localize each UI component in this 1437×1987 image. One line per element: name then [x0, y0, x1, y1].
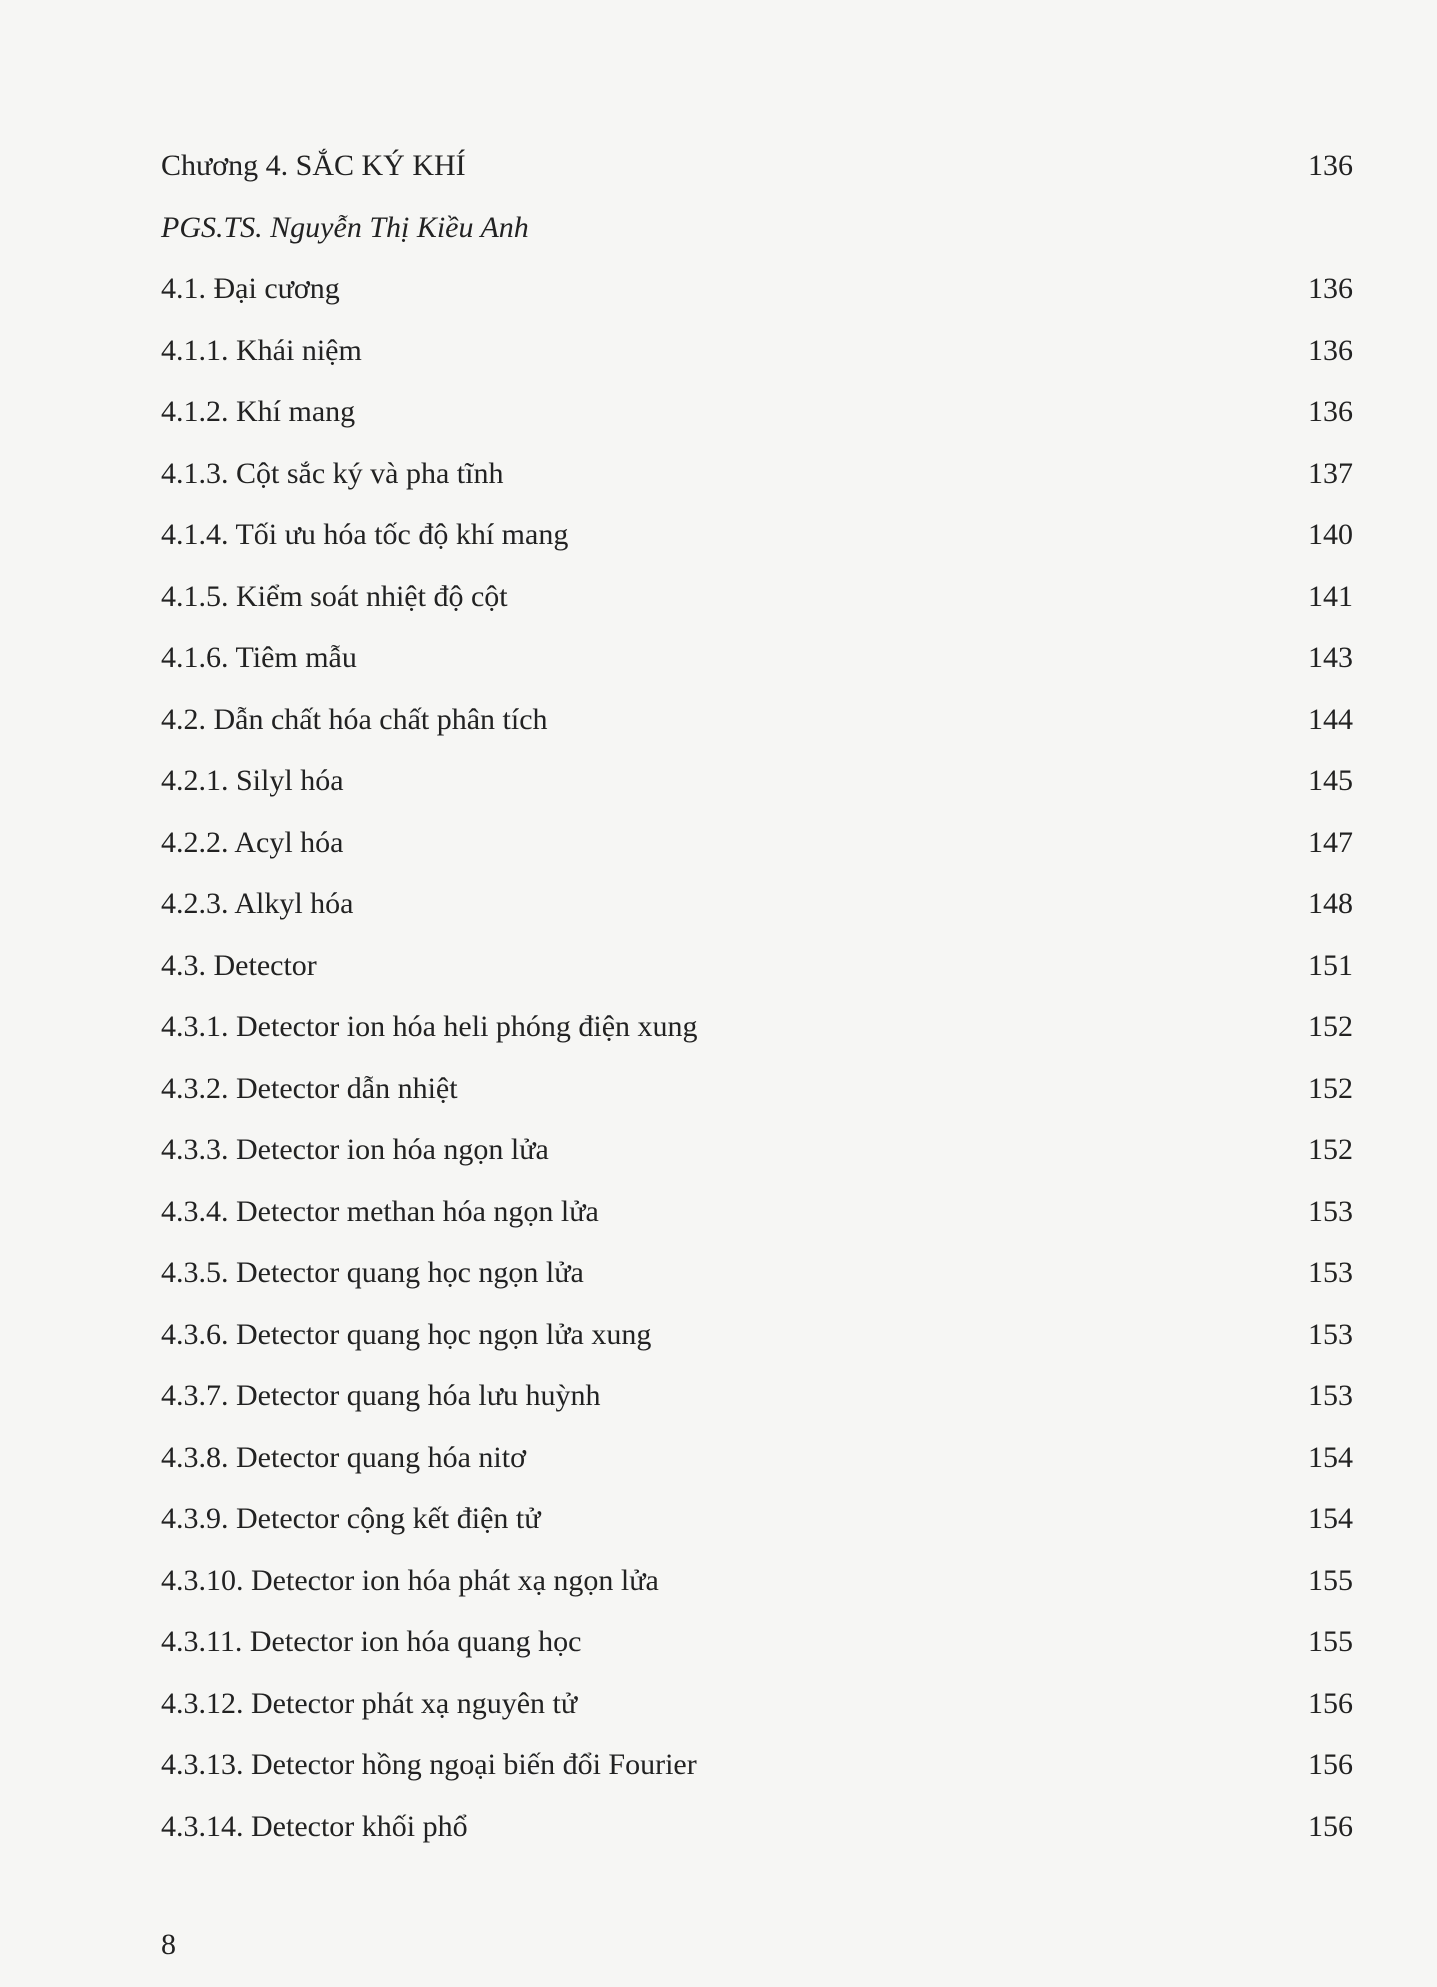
toc-entry-page-number: 153 — [1308, 1256, 1353, 1289]
toc-entry-page-number: 153 — [1308, 1379, 1353, 1412]
toc-entry-label: 4.2.2. Acyl hóa — [161, 825, 344, 859]
toc-entry-page-number: 153 — [1308, 1194, 1353, 1228]
toc-entry — [161, 320, 1353, 382]
toc-entry — [161, 689, 1353, 751]
toc-entry-page-number: 137 — [1308, 456, 1353, 490]
toc-entry-label: 4.3.7. Detector quang hóa lưu huỳnh — [161, 1379, 601, 1412]
toc-entry-label: 4.1.2. Khí mang — [161, 395, 356, 428]
toc-entry-label: 4.3.13. Detector hồng ngoại biến đổi Fourier — [161, 1748, 697, 1781]
toc-entry-label: 4.1.3. Cột sắc ký và pha tĩnh — [161, 456, 504, 490]
toc-entry-label: 4.3.2. Detector dẫn nhiệt — [161, 1071, 458, 1105]
toc-entry-page-number: 141 — [1308, 579, 1353, 613]
toc-entry-page-number: 145 — [1308, 764, 1353, 797]
toc-entry-page-number: 152 — [1308, 1071, 1353, 1105]
toc-entry — [161, 812, 1353, 874]
toc-entry-page-number: 156 — [1308, 1809, 1353, 1843]
toc-entry-page-number: 147 — [1308, 825, 1353, 859]
toc-entry-label: 4.2.3. Alkyl hóa — [161, 887, 354, 920]
toc-entry-page-number: 156 — [1308, 1686, 1353, 1720]
toc-author-row — [161, 197, 1353, 259]
toc-entry-label: 4.3.3. Detector ion hóa ngọn lửa — [161, 1133, 549, 1166]
toc-entry-page-number: 136 — [1308, 272, 1353, 305]
toc-entry — [161, 1488, 1353, 1550]
toc-entry-label: 4.2. Dẫn chất hóa chất phân tích — [161, 702, 548, 736]
toc-entry — [161, 1427, 1353, 1489]
toc-entry-page-number: 156 — [1308, 1748, 1353, 1781]
toc-chapter-row — [161, 135, 1353, 197]
toc-entry — [161, 504, 1353, 566]
toc-entry-label: 4.3.14. Detector khối phổ — [161, 1809, 468, 1843]
toc-entry — [161, 935, 1353, 997]
toc-entry-label: 4.2.1. Silyl hóa — [161, 764, 344, 797]
toc-entry-label: 4.3.1. Detector ion hóa heli phóng điện xung — [161, 1010, 698, 1043]
toc-entry-label: 4.3.4. Detector methan hóa ngọn lửa — [161, 1194, 599, 1228]
toc-entry — [161, 443, 1353, 505]
toc-entry — [161, 1611, 1353, 1673]
toc-entry-page-number: 144 — [1308, 702, 1353, 736]
toc-entry-label: 4.3.12. Detector phát xạ nguyên tử — [161, 1686, 578, 1720]
toc-entry-label: 4.3.11. Detector ion hóa quang học — [161, 1625, 582, 1658]
chapter-author: PGS.TS. Nguyễn Thị Kiều Anh — [161, 210, 529, 244]
toc-entry-label: 4.1.4. Tối ưu hóa tốc độ khí mang — [161, 518, 569, 551]
toc-entry-label: 4.1. Đại cương — [161, 272, 340, 305]
toc-entry-label: 4.3. Detector — [161, 948, 317, 982]
toc-entries — [161, 258, 1353, 1857]
toc-entry-page-number: 152 — [1308, 1010, 1353, 1043]
toc-entry-page-number: 154 — [1308, 1440, 1353, 1474]
toc-entry-page-number: 136 — [1308, 333, 1353, 367]
toc-entry — [161, 627, 1353, 689]
toc-entry — [161, 750, 1353, 812]
chapter-page-number: 136 — [1308, 149, 1353, 182]
toc-entry — [161, 566, 1353, 628]
toc-entry — [161, 1365, 1353, 1427]
toc-entry-page-number: 143 — [1308, 641, 1353, 674]
page-number: 8 — [161, 1928, 176, 1961]
toc-entry — [161, 873, 1353, 935]
toc-entry — [161, 258, 1353, 320]
toc-entry-page-number: 153 — [1308, 1317, 1353, 1351]
toc-entry — [161, 1304, 1353, 1366]
toc-entry-label: 4.1.5. Kiểm soát nhiệt độ cột — [161, 579, 508, 613]
toc-entry-label: 4.3.10. Detector ion hóa phát xạ ngọn lửa — [161, 1563, 659, 1597]
toc-entry-page-number: 151 — [1308, 948, 1353, 982]
toc-entry-page-number: 136 — [1308, 395, 1353, 428]
toc-entry — [161, 1242, 1353, 1304]
chapter-title: Chương 4. SẮC KÝ KHÍ — [161, 149, 466, 182]
toc-entry-label: 4.3.6. Detector quang học ngọn lửa xung — [161, 1317, 652, 1351]
toc-entry — [161, 1181, 1353, 1243]
toc-entry-page-number: 155 — [1308, 1563, 1353, 1597]
toc-entry — [161, 1796, 1353, 1858]
toc-entry-label: 4.1.6. Tiêm mẫu — [161, 641, 357, 674]
toc-entry — [161, 1673, 1353, 1735]
toc-entry-page-number: 140 — [1308, 518, 1353, 551]
toc-entry-label: 4.3.9. Detector cộng kết điện tử — [161, 1502, 541, 1535]
toc-entry — [161, 1119, 1353, 1181]
toc-entry-page-number: 155 — [1308, 1625, 1353, 1658]
toc-entry-label: 4.3.8. Detector quang hóa nitơ — [161, 1440, 526, 1474]
toc-entry — [161, 1734, 1353, 1796]
toc-entry-page-number: 154 — [1308, 1502, 1353, 1535]
toc-entry — [161, 381, 1353, 443]
toc-entry-page-number: 148 — [1308, 887, 1353, 920]
toc-entry-page-number: 152 — [1308, 1133, 1353, 1166]
toc-entry — [161, 1058, 1353, 1120]
table-of-contents — [161, 135, 1353, 1857]
toc-entry — [161, 996, 1353, 1058]
toc-entry — [161, 1550, 1353, 1612]
toc-entry-label: 4.1.1. Khái niệm — [161, 333, 362, 367]
toc-entry-label: 4.3.5. Detector quang học ngọn lửa — [161, 1256, 584, 1289]
